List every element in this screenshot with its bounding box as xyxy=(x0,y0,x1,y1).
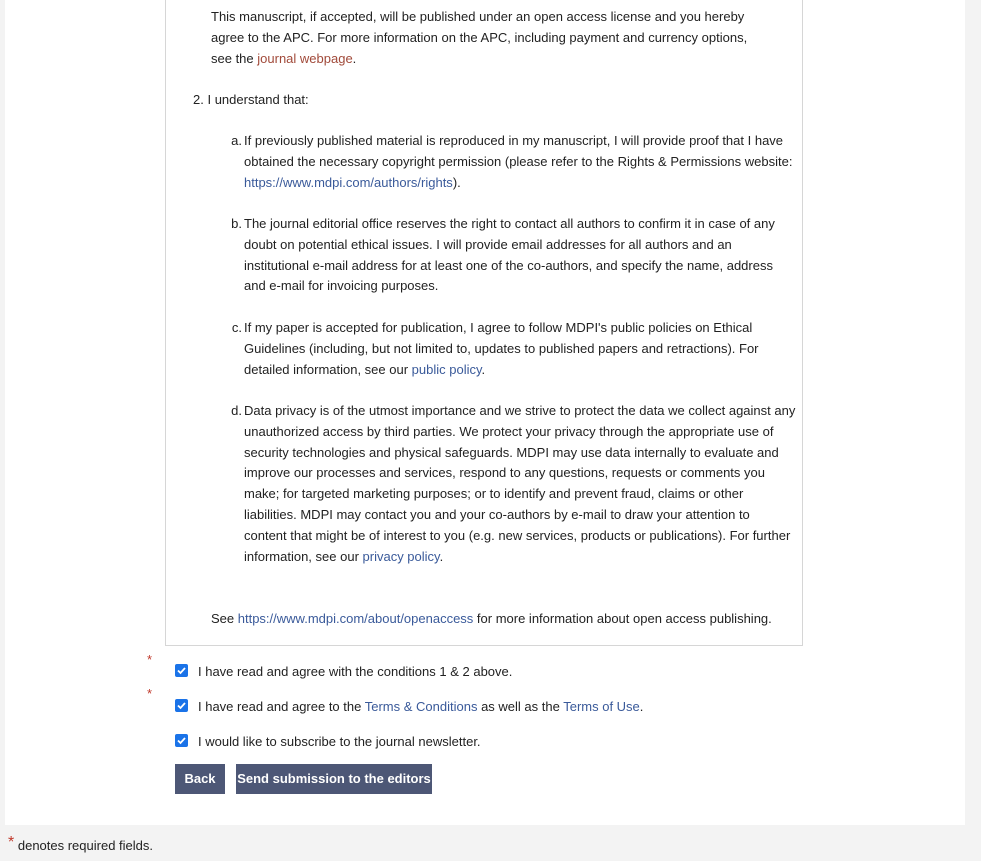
newsletter-checkbox[interactable] xyxy=(175,734,188,747)
check-icon xyxy=(176,700,187,711)
rights-link[interactable]: https://www.mdpi.com/authors/rights xyxy=(244,174,453,190)
terms-box: This manuscript, if accepted, will be published under an open access license and you hereby agree to the APC. For more information on the APC, including payment and currency options, see the journal webpage. 2. I understand that: a. If previously published material is reproduced in my manuscript, I will provide proof that I have obtained the necessary copyright permission (please refer to the Rights & Permissions website: https://www.mdpi.com/authors/rights). b. The journal editorial office reserves the right to contact all authors to confirm it in case of any doubt on potential ethical issues. I will provide email addresses for all authors and an institutional e-mail address for at least one of the co-authors, and specify the name, address and e-mail for invoicing purposes. c. If my paper is accepted for publication, I agree to follow MDPI's public policies on Ethical Guidelines (including, but not limited to, updates to published papers and retractions). For detailed information, see our public policy. d. Data privacy is of the utmost importance and we strive to protect the data we collect against any unauthorized access by third parties. We protect your privacy through the appropriate use of security technologies and physical safeguards. MDPI may use data internally to evaluate and improve our processes and services, respond to any questions, requests or comments you make; for targeted marketing purposes; or to identify and prevent fraud, claims or other liabilities. MDPI may contact you and your co-authors by e-mail to draw your attention to content that might be of interest to you (e.g. new services, products or publications). For further information, see our privacy policy. See https://www.mdpi.com/about/openaccess for more information about open access publishing. xyxy=(165,0,803,646)
agree-terms-label: I have read and agree to the Terms & Conditions as well as the Terms of Use. xyxy=(198,699,644,714)
open-access-note: See https://www.mdpi.com/about/openaccess for more information about open access publishing. xyxy=(211,611,772,626)
newsletter-label: I would like to subscribe to the journal newsletter. xyxy=(198,734,481,749)
check-icon xyxy=(176,665,187,676)
required-fields-note: * denotes required fields. xyxy=(8,834,154,853)
terms-of-use-link[interactable]: Terms of Use xyxy=(563,699,640,714)
apc-paragraph: This manuscript, if accepted, will be published under an open access license and you hereby agree to the APC. For more information on the APC, including payment and currency options, see the journal webpage. xyxy=(211,9,748,66)
journal-webpage-link[interactable]: journal webpage xyxy=(257,50,353,66)
required-marker: * xyxy=(147,652,153,667)
point-2: 2. I understand that: xyxy=(193,92,309,107)
form-panel xyxy=(5,0,965,825)
required-marker: * xyxy=(8,834,15,851)
check-icon xyxy=(176,735,187,746)
terms-conditions-link[interactable]: Terms & Conditions xyxy=(364,699,478,714)
agree-terms-checkbox[interactable] xyxy=(175,699,188,712)
privacy-policy-link[interactable]: privacy policy xyxy=(362,548,440,564)
required-marker: * xyxy=(147,686,153,701)
agree-conditions-label: I have read and agree with the conditions 1 & 2 above. xyxy=(198,664,513,679)
send-submission-button[interactable]: Send submission to the editors xyxy=(236,764,432,794)
back-button[interactable]: Back xyxy=(175,764,225,794)
public-policy-link[interactable]: public policy xyxy=(411,361,482,377)
open-access-link[interactable]: https://www.mdpi.com/about/openaccess xyxy=(237,611,474,626)
agree-conditions-checkbox[interactable] xyxy=(175,664,188,677)
